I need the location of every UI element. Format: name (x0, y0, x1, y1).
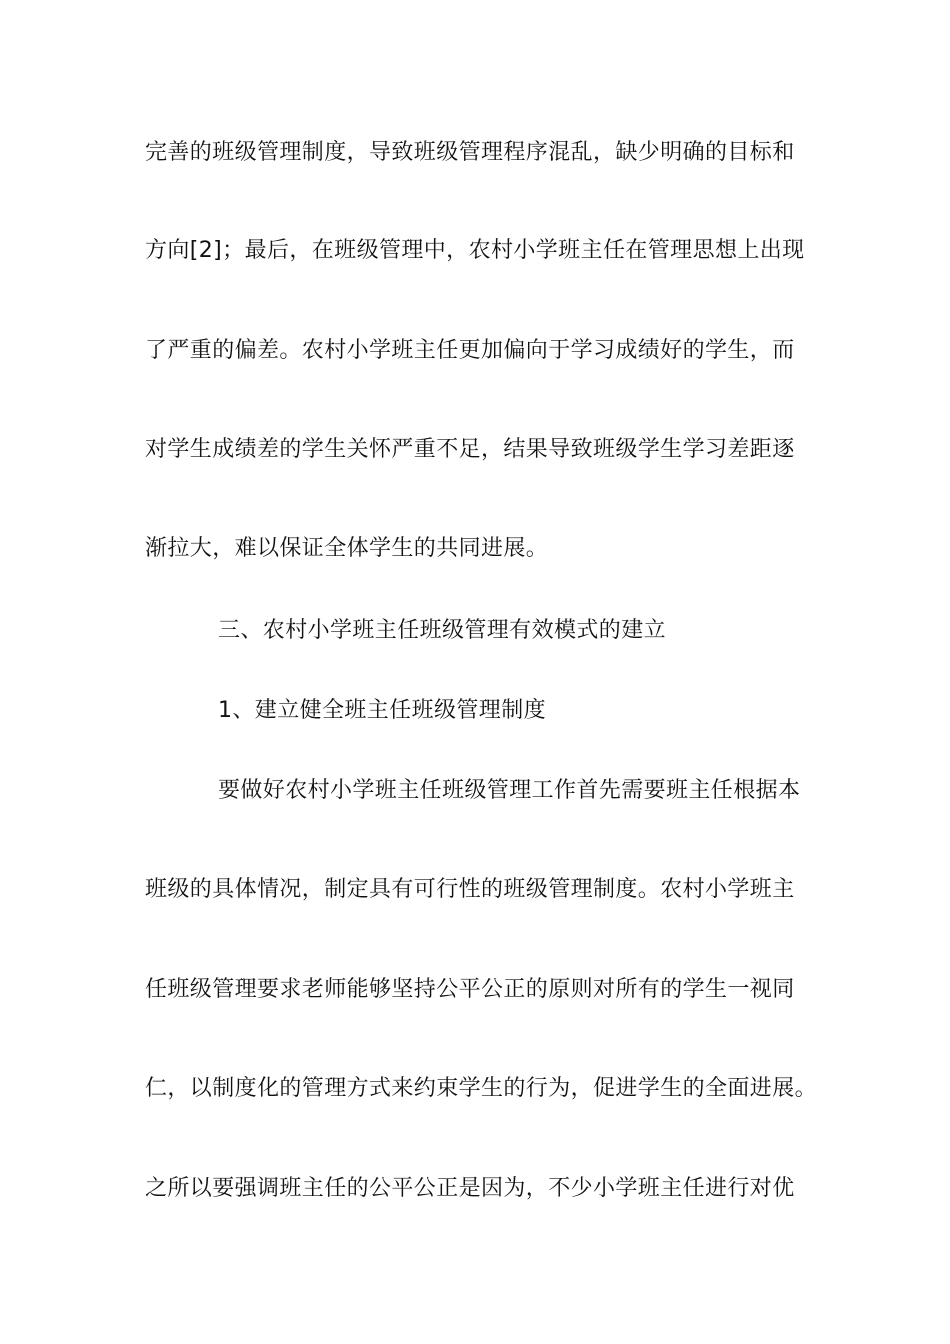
text-line-5: 渐拉大，难以保证全体学生的共同进展。 (145, 536, 549, 561)
paragraph-line-1: 要做好农村小学班主任班级管理工作首先需要班主任根据本 (218, 778, 801, 803)
text-line-3: 了严重的偏差。农村小学班主任更加偏向于学习成绩好的学生，而 (145, 338, 795, 363)
subsection-heading: 1、建立健全班主任班级管理制度 (218, 698, 546, 723)
text-line-1: 完善的班级管理制度，导致班级管理程序混乱，缺少明确的目标和 (145, 140, 795, 165)
text-line-4: 对学生成绩差的学生关怀严重不足，结果导致班级学生学习差距逐 (145, 437, 795, 462)
paragraph-line-4: 仁，以制度化的管理方式来约束学生的行为，促进学生的全面进展。 (145, 1076, 818, 1101)
paragraph-line-3: 任班级管理要求老师能够坚持公平公正的原则对所有的学生一视同 (145, 977, 795, 1002)
paragraph-line-5: 之所以要强调班主任的公平公正是因为，不少小学班主任进行对优 (145, 1176, 795, 1201)
text-line-2: 方向[2]；最后，在班级管理中，农村小学班主任在管理思想上出现 (145, 238, 805, 263)
paragraph-line-2: 班级的具体情况，制定具有可行性的班级管理制度。农村小学班主 (145, 877, 795, 902)
section-heading: 三、农村小学班主任班级管理有效模式的建立 (218, 618, 667, 643)
